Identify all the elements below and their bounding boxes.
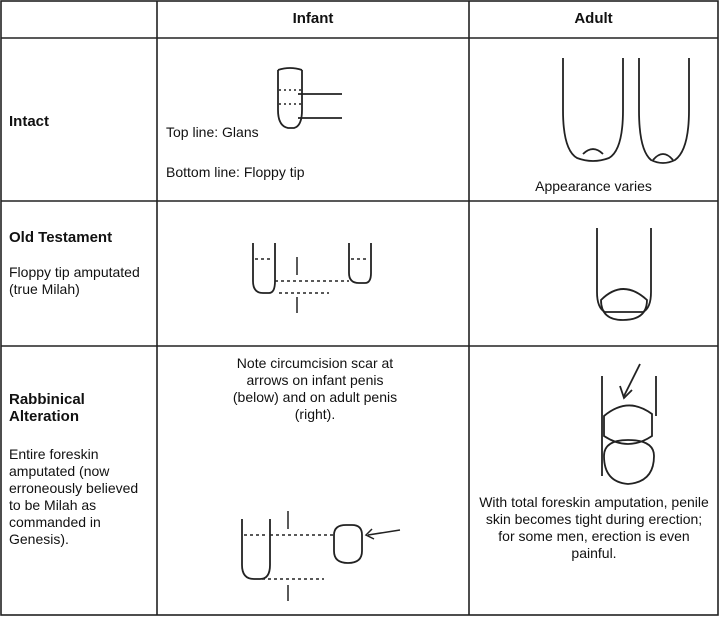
intact-adult-drawing <box>555 50 705 170</box>
row-title-rabbinical: Rabbinical Alteration <box>9 391 85 425</box>
intact-adult-caption: Appearance varies <box>535 178 652 194</box>
intact-note-glans: Top line: Glans <box>166 124 259 140</box>
row-title-intact: Intact <box>9 113 50 130</box>
old-testament-desc: Floppy tip amputated (true Milah) <box>9 264 140 297</box>
header-infant: Infant <box>292 10 334 27</box>
rabbinical-infant-note: Note circumcision scar at arrows on infant penis (below) and on adult penis (right). <box>232 355 398 422</box>
header-adult: Adult <box>574 10 613 27</box>
old-testament-infant-drawing <box>245 237 385 317</box>
intact-note-floppy-tip: Bottom line: Floppy tip <box>166 164 305 180</box>
rabbinical-adult-drawing <box>590 356 670 496</box>
rabbinical-desc: Entire foreskin amputated (now erroneously believed to be Milah as commanded in Genesis). <box>9 446 139 547</box>
rabbinical-infant-drawing <box>232 505 410 605</box>
row-title-old-testament: Old Testament <box>9 229 113 246</box>
intact-infant-drawing <box>270 66 350 136</box>
rabbinical-adult-caption: With total foreskin amputation, penile skin becomes tight during erection; for some men, erection is even painful. <box>479 494 709 561</box>
old-testament-adult-drawing <box>585 222 665 327</box>
